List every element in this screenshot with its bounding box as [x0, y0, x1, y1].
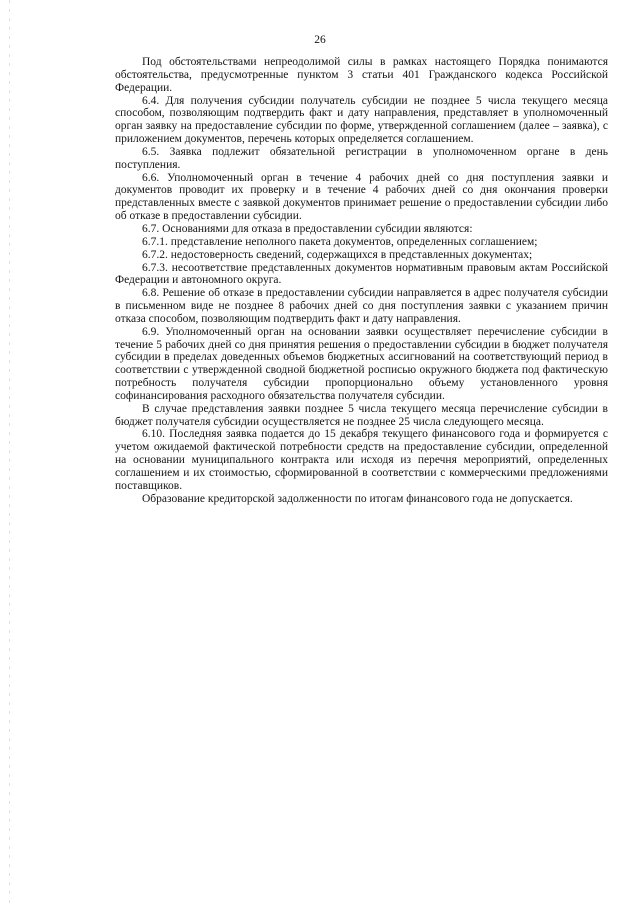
paragraph-force-majeure: Под обстоятельствами непреодолимой силы в рамках настоящего Порядка понимаются обстоятельства, предусмотренные пунктом 3 статьи 401 Гражданского кодекса Российской Федерации. [115, 56, 608, 94]
page-number: 26 [314, 34, 326, 46]
document-body [115, 56, 608, 506]
paragraph-6-7: 6.7. Основаниями для отказа в предоставлении субсидии являются: [142, 222, 473, 235]
paragraph-6-6: 6.6. Уполномоченный орган в течение 4 рабочих дней со дня поступления заявки и документов проводит их проверку и в течение 4 рабочих дней со дня окончания проверки представленных вместе с заявкой документов принимает решение о предоставлении субсидии либо об отказе в предоставлении субсидии. [115, 171, 608, 223]
paragraph-6-7-1: 6.7.1. представление неполного пакета документов, определенных соглашением; [142, 235, 538, 248]
paragraph-accounts-payable: Образование кредиторской задолженности по итогам финансового года не допускается. [142, 492, 573, 505]
paragraph-6-5: 6.5. Заявка подлежит обязательной регистрации в уполномоченном органе в день поступления. [115, 145, 608, 171]
paragraph-6-7-2: 6.7.2. недостоверность сведений, содержащихся в представленных документах; [142, 248, 533, 261]
paragraph-6-9: 6.9. Уполномоченный орган на основании заявки осуществляет перечисление субсидии в течение 5 рабочих дней со дня принятия решения о предоставлении субсидии в бюджет получателя субсидии в пределах доведенных объемов бюджетных ассигнований на соответствующий период в соответствии с утвержденной сводной бюджетной росписью окружного бюджета под фактическую потребность получателя субсидии пропорционально объему установленного уровня софинансирования расходного обязательства получателя субсидии. [115, 325, 608, 402]
paragraph-6-7-3: 6.7.3. несоответствие представленных документов нормативным правовым актам Российской Федерации и автономного округа. [115, 261, 608, 287]
paragraph-6-10: 6.10. Последняя заявка подается до 15 декабря текущего финансового года и формируется с учетом ожидаемой фактической потребности средств на предоставление субсидии, определенной на основании муниципального контракта или исходя из перечня мероприятий, определенных соглашением и их стоимостью, сформированной в соответствии с коммерческими предложениями поставщиков. [115, 428, 608, 492]
paragraph-6-8: 6.8. Решение об отказе в предоставлении субсидии направляется в адрес получателя субсидии в письменном виде не позднее 8 рабочих дней со дня поступления заявки с указанием причин отказа способом, позволяющим подтвердить факт и дату направления. [115, 287, 608, 325]
paragraph-late-application: В случае представления заявки позднее 5 числа текущего месяца перечисление субсидии в бюджет получателя субсидии осуществляется не позднее 25 числа следующего месяца. [115, 402, 608, 428]
scan-edge-artifact [9, 0, 10, 905]
paragraph-6-4: 6.4. Для получения субсидии получатель субсидии не позднее 5 числа текущего месяца способом, позволяющим подтвердить факт и дату направления, представляет в уполномоченный орган заявку на предоставление субсидии по форме, утвержденной соглашением (далее – заявка), с приложением документов, перечень которых определяется соглашением. [115, 94, 608, 146]
